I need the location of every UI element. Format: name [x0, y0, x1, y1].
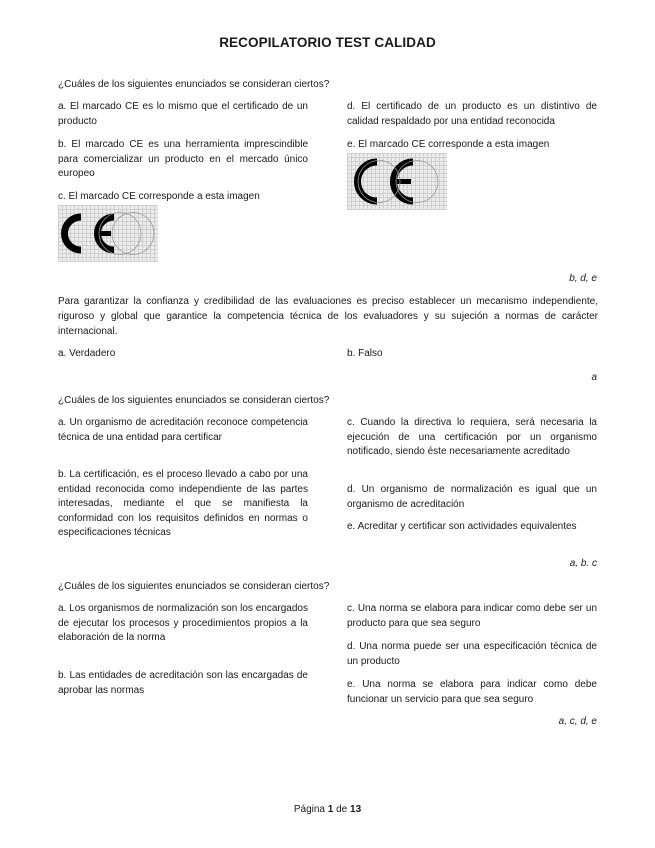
- q4-option-d: d. Una norma puede ser una especificación técnica de un producto: [347, 641, 597, 667]
- q4-answer: a, c, d, e: [558, 716, 597, 727]
- q2-option-a: a. Verdadero: [58, 348, 116, 359]
- q4-option-a: a. Los organismos de normalización son los encargados de ejecutar los procesos y procedimientos propios a la elaboración de la norma: [58, 603, 308, 643]
- q4-option-c: c. Una norma se elabora para indicar como debe ser un producto para que sea seguro: [347, 603, 597, 629]
- question-1-text: ¿Cuáles de los siguientes enunciados se consideran ciertos?: [58, 79, 330, 90]
- q1-answer: b, d, e: [569, 273, 597, 284]
- q3-option-c: c. Cuando la directiva lo requiera, será necesaria la ejecución de una certificación por un organismo notificado, siendo éste necesariamente acreditado: [347, 417, 597, 457]
- q1-option-a: a. El marcado CE es lo mismo que el certificado de un producto: [58, 101, 308, 127]
- ce-mark-icon-correct: [347, 153, 447, 210]
- q3-option-d: d. Un organismo de normalización es igual que un organismo de acreditación: [347, 484, 597, 510]
- q1-option-d: d. El certificado de un producto es un distintivo de calidad respaldado por una entidad reconocida: [347, 101, 597, 127]
- ce-mark-icon-wrong: [58, 205, 158, 262]
- question-4-text: ¿Cuáles de los siguientes enunciados se consideran ciertos?: [58, 581, 330, 592]
- page-title: RECOPILATORIO TEST CALIDAD: [219, 35, 436, 50]
- q2-option-b: b. Falso: [347, 348, 383, 359]
- footer-current-page: 1: [327, 804, 334, 815]
- question-3-text: ¿Cuáles de los siguientes enunciados se consideran ciertos?: [58, 395, 330, 406]
- page-footer: [0, 804, 655, 815]
- q4-option-b: b. Las entidades de acreditación son las encargadas de aprobar las normas: [58, 670, 308, 696]
- q2-answer: a: [591, 372, 597, 383]
- footer-prefix: Página: [293, 804, 325, 815]
- q3-option-b: b. La certificación, es el proceso llevado a cabo por una entidad reconocida como independiente de las partes interesadas, mediante el que se manifiesta la conformidad con los requisitos definidos en normas o especificaciones técnicas: [58, 469, 308, 538]
- ce-mark-image-right: [347, 153, 447, 210]
- ce-mark-image-left: [58, 205, 158, 262]
- q1-option-e: e. El marcado CE corresponde a esta imagen: [347, 139, 550, 150]
- q3-answer: a, b. c: [569, 558, 597, 569]
- footer-total-pages: 13: [350, 804, 362, 815]
- q3-option-a: a. Un organismo de acreditación reconoce competencia técnica de una entidad para certificar: [58, 417, 308, 443]
- q3-option-e: e. Acreditar y certificar son actividades equivalentes: [347, 521, 577, 532]
- q1-option-b: b. El marcado CE es una herramienta imprescindible para comercializar un producto en el mercado único europeo: [58, 139, 308, 179]
- q4-option-e: e. Una norma se elabora para indicar como debe funcionar un servicio para que sea seguro: [347, 679, 597, 705]
- question-2-text: Para garantizar la confianza y credibilidad de las evaluaciones es preciso establecer un mecanismo independiente, riguroso y global que garantice la competencia técnica de los evaluadores y su sujeción a normas de carácter internacional.: [58, 296, 598, 337]
- q1-option-c: c. El marcado CE corresponde a esta imagen: [58, 191, 260, 202]
- footer-separator: de: [336, 804, 348, 815]
